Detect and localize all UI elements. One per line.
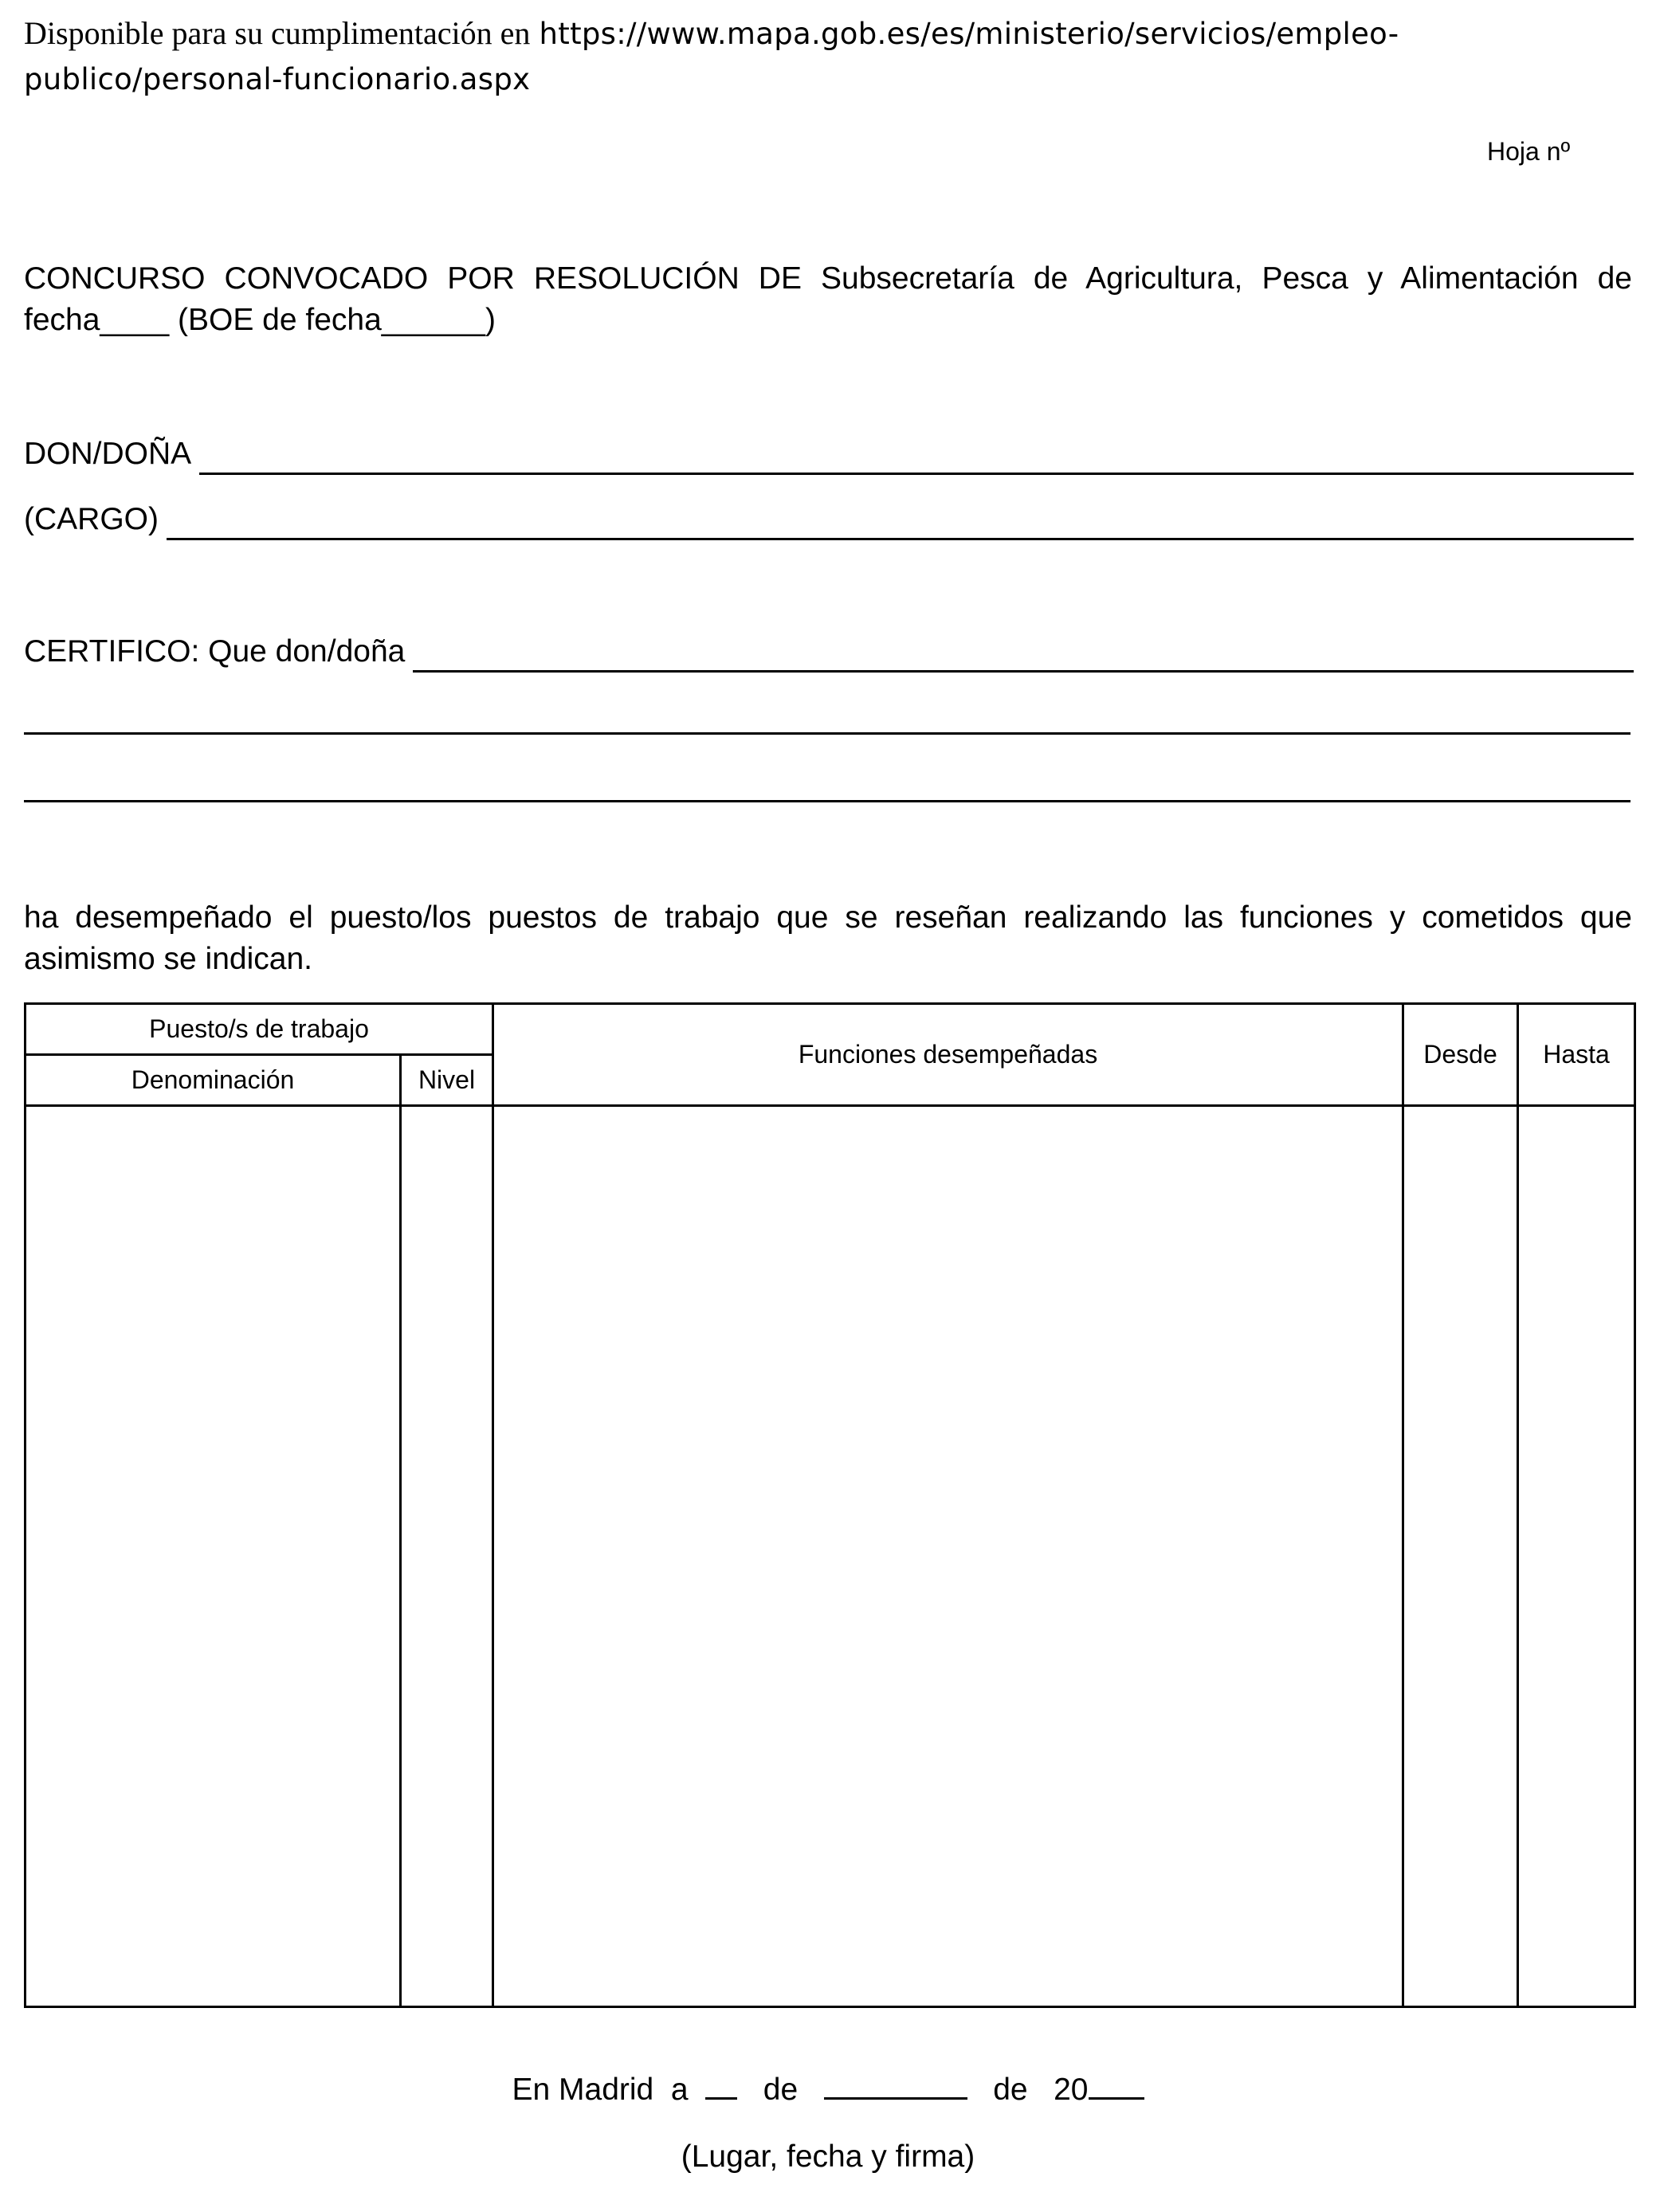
cargo-blank[interactable] bbox=[167, 506, 1634, 540]
don-dona-blank[interactable] bbox=[199, 441, 1634, 475]
signature-caption: (Lugar, fecha y firma) bbox=[681, 2139, 975, 2174]
col-header-nivel: Nivel bbox=[401, 1055, 493, 1106]
statement-paragraph bbox=[24, 897, 1632, 980]
certifico-field[interactable] bbox=[24, 631, 1634, 673]
col-header-hasta: Hasta bbox=[1518, 1004, 1635, 1106]
availability-text: Disponible para su cumplimentación en bbox=[24, 15, 531, 51]
col-header-desde: Desde bbox=[1403, 1004, 1518, 1106]
de-label-2: de bbox=[993, 2073, 1028, 2107]
group-header-puestos: Puesto/s de trabajo bbox=[26, 1004, 493, 1055]
form-url-part-2[interactable]: publico/personal-funcionario.aspx bbox=[24, 62, 531, 96]
form-url-part-1[interactable]: https://www.mapa.gob.es/es/ministerio/servicios/empleo- bbox=[539, 17, 1399, 51]
certifico-blank[interactable] bbox=[413, 638, 1634, 673]
place-prefix: En Madrid a bbox=[512, 2073, 689, 2107]
don-dona-field[interactable] bbox=[24, 433, 1634, 475]
year-prefix: 20 bbox=[1054, 2073, 1089, 2107]
availability-line-2 bbox=[24, 57, 1634, 102]
sheet-number-label: Hoja nº bbox=[1487, 137, 1571, 166]
positions-table-container bbox=[24, 1002, 1634, 2008]
certifico-continuation-line-1[interactable] bbox=[24, 732, 1630, 735]
certifico-label: CERTIFICO: Que don/doña bbox=[24, 634, 406, 669]
cell-hasta[interactable] bbox=[1518, 1106, 1635, 2007]
statement-line-2: asimismo se indican. bbox=[24, 942, 312, 976]
positions-table bbox=[24, 1002, 1636, 2008]
contest-paragraph bbox=[24, 258, 1632, 341]
certifico-continuation-line-2[interactable] bbox=[24, 800, 1630, 802]
contest-line-1: CONCURSO CONVOCADO POR RESOLUCIÓN DE Subsecretaría de Agricultura, Pesca y Alimentación de bbox=[24, 261, 1632, 296]
col-header-funciones: Funciones desempeñadas bbox=[493, 1004, 1403, 1106]
contest-line-2: fecha____ (BOE de fecha______) bbox=[24, 303, 496, 337]
cell-desde[interactable] bbox=[1403, 1106, 1518, 2007]
table-row bbox=[26, 1106, 1635, 2007]
don-dona-label: DON/DOÑA bbox=[24, 437, 192, 471]
cell-funciones[interactable] bbox=[493, 1106, 1403, 2007]
availability-notice bbox=[24, 11, 1634, 102]
cargo-label: (CARGO) bbox=[24, 502, 159, 536]
statement-line-1: ha desempeñado el puesto/los puestos de trabajo que se reseñan realizando las funciones y cometidos que bbox=[24, 900, 1632, 935]
month-blank[interactable] bbox=[824, 2069, 967, 2100]
day-blank[interactable] bbox=[705, 2069, 737, 2100]
cell-nivel[interactable] bbox=[401, 1106, 493, 2007]
year-blank[interactable] bbox=[1089, 2069, 1144, 2100]
de-label-1: de bbox=[763, 2073, 799, 2107]
col-header-denominacion: Denominación bbox=[26, 1055, 401, 1106]
availability-line-1 bbox=[24, 11, 1634, 57]
cell-denominacion[interactable] bbox=[26, 1106, 401, 2007]
signature-date-line bbox=[0, 2069, 1656, 2108]
cargo-field[interactable] bbox=[24, 499, 1634, 540]
